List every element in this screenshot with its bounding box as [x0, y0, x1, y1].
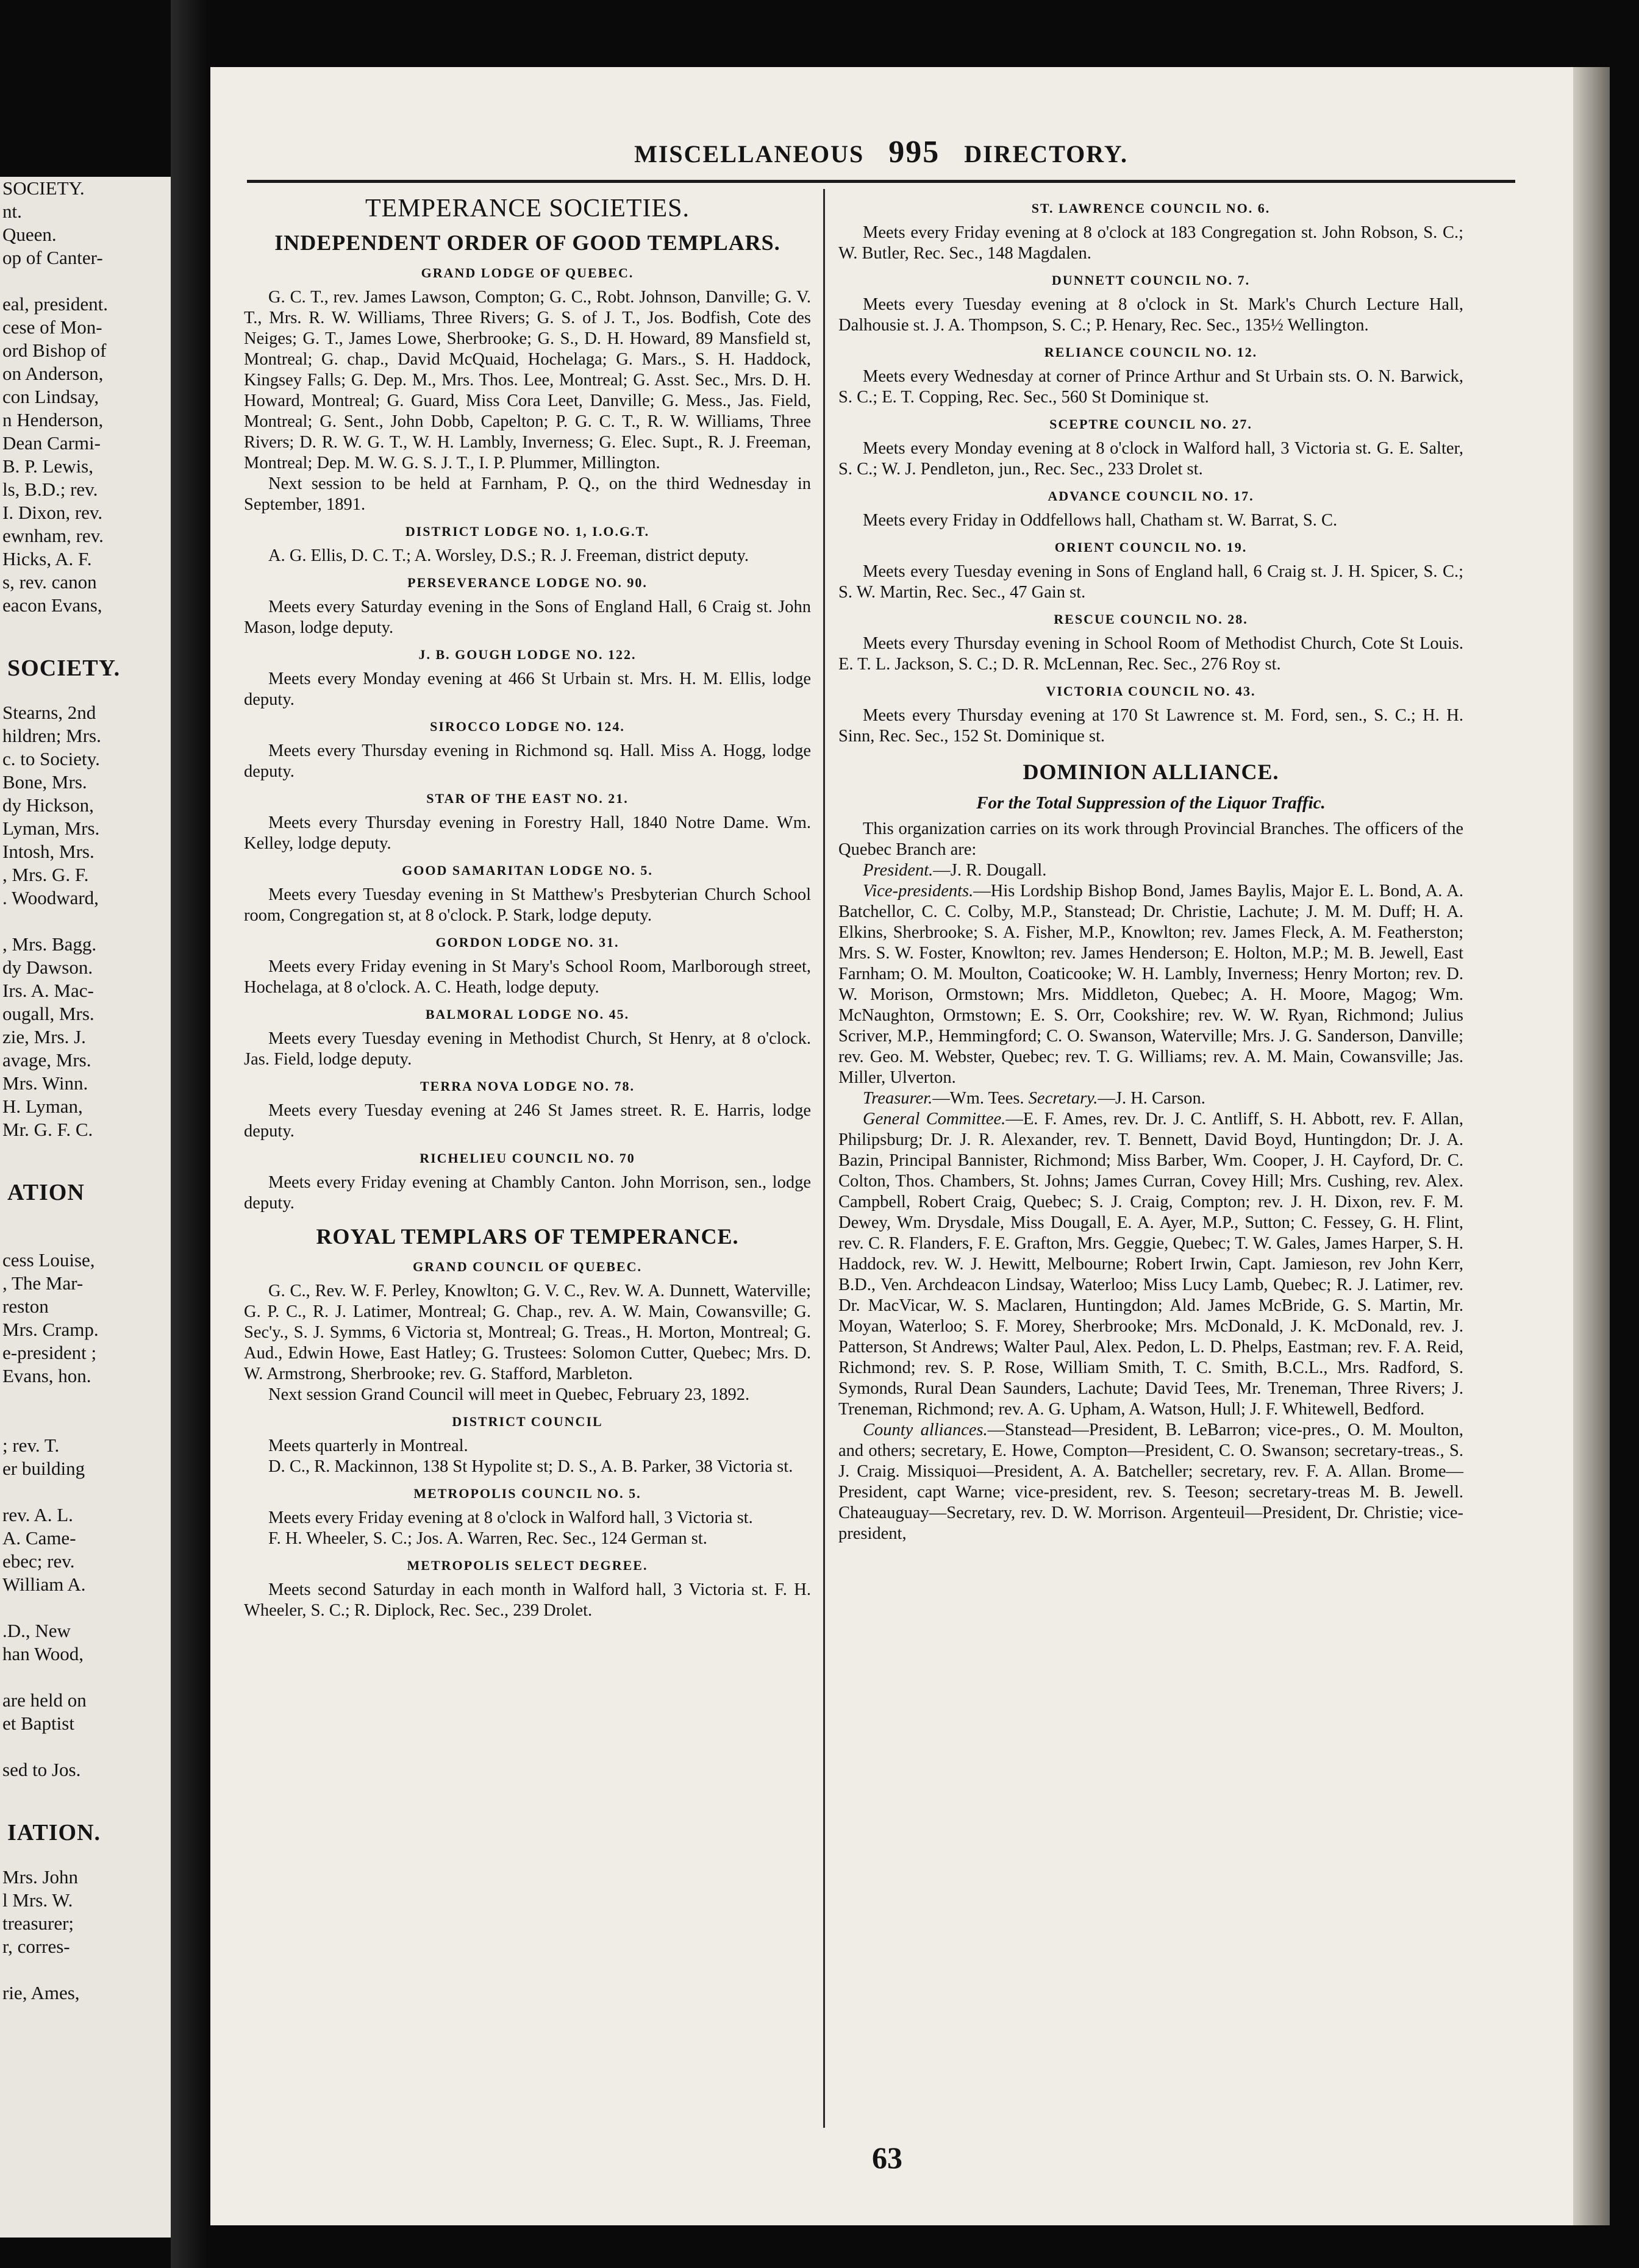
prev-page-line: cese of Mon- [2, 316, 102, 338]
lodge-entry-heading: PERSEVERANCE LODGE NO. 90. [407, 575, 648, 590]
prev-page-line: ewnham, rev. [2, 525, 104, 546]
prev-page-line [0, 1480, 171, 1503]
prev-page-line: are held on [2, 1689, 87, 1711]
council-entry-heading: ST. LAWRENCE COUNCIL NO. 6. [1031, 201, 1271, 216]
prev-page-line: Irs. A. Mac- [2, 980, 94, 1001]
president-label: President. [863, 861, 934, 880]
prev-page-line: Dean Carmi- [2, 432, 101, 454]
vp-label: Vice-presidents. [863, 882, 974, 900]
prev-page-line [0, 269, 171, 293]
prev-page-line: ougall, Mrs. [2, 1003, 95, 1024]
prev-page-line: Bone, Mrs. [2, 771, 87, 793]
lodge-entry-text: Meets every Friday evening at Chambly Canton. John Morrison, sen., lodge deputy. [244, 1173, 811, 1213]
council-entry-text: Meets every Tuesday evening in Sons of England hall, 6 Craig st. J. H. Spicer, S. C.; S. W. Martin, Rec. Sec., 47 Gain st. [838, 562, 1463, 602]
prev-page-heading-d: IATION. [7, 1820, 101, 1845]
lodge-entry-heading: GORDON LODGE NO. 31. [435, 935, 620, 950]
secretary-label: Secretary. [1028, 1089, 1098, 1108]
metropolis-council-heading: METROPOLIS COUNCIL NO. 5. [413, 1486, 641, 1501]
prev-page-line [0, 1225, 171, 1249]
page-edge-shadow [1573, 67, 1610, 2225]
metropolis-select-heading: METROPOLIS SELECT DEGREE. [407, 1558, 648, 1573]
district-council-officers: D. C., R. Mackinnon, 138 St Hypolite st; D. S., A. B. Parker, 38 Victoria st. [268, 1457, 793, 1476]
page-header [247, 134, 1515, 177]
prev-page-block-a [0, 177, 171, 617]
prev-page-line: sed to Jos. [2, 1759, 81, 1780]
prev-page-line: Lyman, Mrs. [2, 818, 100, 839]
prev-page-line [0, 1958, 171, 1981]
lodge-entry-heading: J. B. GOUGH LODGE NO. 122. [418, 647, 637, 662]
prev-page-line: nt. [2, 201, 22, 222]
prev-page-line: ls, B.D.; rev. [2, 479, 98, 500]
metropolis-select-text: Meets second Saturday in each month in Walford hall, 3 Victoria st. F. H. Wheeler, S. C.; R. Diplock, Rec. Sec., 239 Drolet. [244, 1580, 811, 1620]
lodge-entry-heading: BALMORAL LODGE NO. 45. [425, 1007, 630, 1022]
dominion-alliance-subtitle: For the Total Suppression of the Liquor Traffic. [976, 793, 1326, 813]
prev-page-line: ord Bishop of [2, 340, 107, 361]
prev-page-line: Mrs. Cramp. [2, 1319, 99, 1340]
prev-page-line: dy Hickson, [2, 794, 94, 816]
prev-page-line: Hicks, A. F. [2, 548, 92, 569]
prev-page-line: A. Came- [2, 1527, 76, 1549]
previous-page-fragment [0, 177, 171, 2238]
prev-page-block-c [0, 1225, 171, 1781]
grand-council-heading: GRAND COUNCIL OF QUEBEC. [413, 1259, 642, 1274]
prev-page-line: dy Dawson. [2, 957, 93, 978]
header-page-number: 995 [888, 135, 940, 169]
prev-page-line: Intosh, Mrs. [2, 841, 95, 862]
prev-page-line: , Mrs. G. F. [2, 864, 89, 885]
lodge-entry-heading: GOOD SAMARITAN LODGE NO. 5. [402, 863, 653, 878]
prev-page-line: s, rev. canon [2, 571, 97, 593]
council-entry-heading: SCEPTRE COUNCIL NO. 27. [1049, 416, 1252, 432]
prev-page-line: hildren; Mrs. [2, 725, 101, 746]
council-entry-text: Meets every Thursday evening in School Room of Methodist Church, Cote St Louis. E. T. L. Jackson, S. C.; D. R. McLennan, Rec. Sec., 276 Roy st. [838, 634, 1463, 674]
prev-page-line: eal, president. [2, 293, 109, 315]
council-entry-heading: RELIANCE COUNCIL NO. 12. [1044, 344, 1258, 360]
prev-page-line: han Wood, [2, 1643, 84, 1664]
prev-page-line: Evans, hon. [2, 1365, 91, 1386]
prev-page-line: .D., New [2, 1620, 71, 1641]
prev-page-line: cess Louise, [2, 1249, 95, 1271]
prev-page-line: n Henderson, [2, 409, 104, 430]
district-council-heading: DISTRICT COUNCIL [452, 1414, 603, 1429]
treasurer-label: Treasurer. [863, 1089, 933, 1108]
county-label: County alliances. [863, 1421, 988, 1439]
lodge-entry-text: Meets every Tuesday evening in Methodist Church, St Henry, at 8 o'clock. Jas. Field, lodge deputy. [244, 1029, 811, 1069]
right-column [838, 192, 1463, 1544]
council-entry-heading: VICTORIA COUNCIL NO. 43. [1046, 683, 1256, 699]
prev-page-heading-b: SOCIETY. [7, 655, 121, 681]
county-text: —Stanstead—President, B. LeBarron; vice-pres., O. M. Moulton, and others; secretary, E. Howe, Compton—President, C. O. Swanson; secretary-treas., S. J. Craig. Missiquoi—President, A. A. Batcheller; secretary, rev. F. A. Allan. Brome—President, capt Warne; vice-president, rev. S. Teeson; secretary-treas M. B. Jewell. Chateauguay—Secretary, rev. D. W. Morrison. Argenteuil—President, Dr. Christie; vice-president, [838, 1421, 1463, 1543]
grand-council-next-session: Next session Grand Council will meet in Quebec, February 23, 1892. [268, 1385, 750, 1404]
section-title-temperance: TEMPERANCE SOCIETIES. [365, 194, 690, 223]
council-list [838, 198, 1463, 747]
prev-page-line: Queen. [2, 224, 57, 245]
grand-lodge-heading: GRAND LODGE OF QUEBEC. [421, 265, 634, 280]
lodge-entry-text: Meets every Thursday evening in Richmond sq. Hall. Miss A. Hogg, lodge deputy. [244, 741, 811, 781]
lodge-entry-heading: TERRA NOVA LODGE NO. 78. [420, 1079, 635, 1094]
council-entry-text: Meets every Monday evening at 8 o'clock in Walford hall, 3 Victoria st. G. E. Salter, S. C.; W. J. Pendleton, jun., Rec. Sec., 233 Drolet st. [838, 439, 1463, 479]
header-rule [247, 180, 1515, 183]
prev-page-line: Mr. G. F. C. [2, 1119, 93, 1140]
left-column [244, 192, 811, 1621]
alliance-vice-presidents [838, 881, 1463, 1088]
column-divider [823, 189, 825, 2128]
prev-page-line: , The Mar- [2, 1272, 84, 1294]
vp-text: —His Lordship Bishop Bond, James Baylis, Major E. L. Bond, A. A. Batchellor, C. C. Colby, M.P., Stanstead; Dr. Christie, Lachute; J. M. M. Duff; H. A. Elkins, Sherbrooke; S. A. Fisher, M.P., Knowlton; rev. James Fleck, A. M. Featherston; Mrs. S. W. Foster, Knowlton; rev. James Henderson; E. Holton, M.P.; M. B. Jewell, East Farnham; O. M. Moulton, Coaticooke; W. H. Lambly, Inverness; Henry Morton; rev. D. W. Morison, Ormstown; Mrs. Middleton, Quebec; A. H. Moore, Magog; Wm. McNaughton, Ormstown; E. S. Orr, Cookshire; rev. W. W. Ryan, Richmond; Julius Scriver, M.P., Hemmingford; C. O. Swanson, Waterville; Mrs. J. G. Sanderson, Danville; rev. Geo. M. Webster, Quebec; rev. T. G. Williams; rev. A. M. Main, Cowansville; Jas. Miller, Ulverton. [838, 882, 1463, 1087]
dominion-alliance-title: DOMINION ALLIANCE. [1023, 760, 1279, 784]
prev-page-line: treasurer; [2, 1913, 74, 1934]
council-entry-text: Meets every Friday in Oddfellows hall, Chatham st. W. Barrat, S. C. [863, 511, 1338, 530]
grand-lodge-officers: G. C. T., rev. James Lawson, Compton; G. C., Robt. Johnson, Danville; G. V. T., Mrs. R. W. Williams, Three Rivers; G. S. of J. T., Jos. Bodfish, Cote des Neiges; G. T., James Lowe, Sherbrooke; G. S., D. H. Howard, 89 Mansfield st, Montreal; G. chap., David McQuaid, Hochelaga; G. Mars., S. H. Haddock, Kingsey Falls; G. Dep. M., Mrs. Thos. Lee, Montreal; G. Asst. Sec., Mrs. D. H. Howard, Montreal; G. Guard, Miss Cora Leet, Danville; G. Mess., Jas. Field, Montreal; G. Sent., John Dobb, Capelton; P. G. C. T., R. W. Williams, Three Rivers; D. R. W. G. T., W. H. Lambly, Inverness; G. Elec. Supt., R. J. Freeman, Montreal; Dep. M. W. G. S. J. T., I. P. Plummer, Millington. [244, 288, 811, 472]
prev-page-line: rie, Ames, [2, 1982, 80, 2003]
grand-council-officers: G. C., Rev. W. F. Perley, Knowlton; G. V. C., Rev. W. A. Dunnett, Waterville; G. P. C., R. J. Latimer, Montreal; G. Chap., rev. A. W. Main, Cowansville; G. Sec'y., S. J. Symms, 6 Victoria st, Montreal; G. Treas., H. Morton, Montreal; G. Aud., Edwin Howe, East Hatley; G. Trustees: Solomon Cutter, Quebec; Mrs. D. W. Armstrong, Sherbrooke; rev. G. Stafford, Marbleton. [244, 1282, 811, 1383]
metropolis-council-meets: Meets every Friday evening at 8 o'clock in Walford hall, 3 Victoria st. [268, 1508, 753, 1527]
council-entry-heading: DUNNETT COUNCIL NO. 7. [1051, 273, 1251, 288]
prev-page-line: William A. [2, 1574, 86, 1595]
prev-page-line: r, corres- [2, 1936, 70, 1957]
header-left: MISCELLANEOUS [634, 140, 865, 168]
prev-page-block-b [0, 701, 171, 1141]
prev-page-line: B. P. Lewis, [2, 455, 93, 477]
lodge-list [244, 521, 811, 1214]
committee-label: General Committee. [863, 1110, 1006, 1129]
lodge-entry-text: Meets every Tuesday evening in St Matthew's Presbyterian Church School room, Congregation st, at 8 o'clock. P. Stark, lodge deputy. [244, 885, 811, 925]
prev-page-line [0, 1388, 171, 1411]
lodge-entry-heading: STAR OF THE EAST NO. 21. [426, 791, 629, 806]
lodge-entry-text: Meets every Saturday evening in the Sons of England Hall, 6 Craig st. John Mason, lodge deputy. [244, 597, 811, 637]
lodge-entry-heading: DISTRICT LODGE NO. 1, I.O.G.T. [405, 524, 650, 539]
lodge-entry-text: Meets every Thursday evening in Forestry Hall, 1840 Notre Dame. Wm. Kelley, lodge deputy. [244, 813, 811, 853]
prev-page-line: , Mrs. Bagg. [2, 933, 97, 955]
council-entry-text: Meets every Thursday evening at 170 St Lawrence st. M. Ford, sen., S. C.; H. H. Sinn, Rec. Sec., 152 St. Dominique st. [838, 706, 1463, 746]
prev-page-line: I. Dixon, rev. [2, 502, 103, 523]
prev-page-line: H. Lyman, [2, 1096, 83, 1117]
prev-page-block-d [0, 1866, 171, 2005]
council-entry-text: Meets every Friday evening at 8 o'clock at 183 Congregation st. John Robson, S. C.; W. Butler, Rec. Sec., 148 Magdalen. [838, 223, 1463, 263]
prev-page-line [0, 910, 171, 933]
prev-page-line: er building [2, 1458, 85, 1479]
prev-page-line: l Mrs. W. [2, 1889, 73, 1911]
prev-page-line: SOCIETY. [2, 177, 85, 199]
prev-page-line: zie, Mrs. J. [2, 1026, 86, 1047]
president-text: —J. R. Dougall. [933, 861, 1047, 880]
prev-page-line: c. to Society. [2, 748, 100, 769]
prev-page-line: ; rev. T. [2, 1435, 60, 1456]
footer-page-number: 63 [872, 2141, 902, 2175]
prev-page-line: ebec; rev. [2, 1550, 75, 1572]
lodge-entry-text: Meets every Friday evening in St Mary's School Room, Marlborough street, Hochelaga, at 8 o'clock. A. C. Heath, lodge deputy. [244, 957, 811, 997]
lodge-entry-text: Meets every Monday evening at 466 St Urbain st. Mrs. H. M. Ellis, lodge deputy. [244, 669, 811, 709]
grand-lodge-next-session: Next session to be held at Farnham, P. Q., on the third Wednesday in September, 1891. [244, 474, 811, 514]
alliance-county-alliances [838, 1420, 1463, 1544]
lodge-entry-text: Meets every Tuesday evening at 246 St James street. R. E. Harris, lodge deputy. [244, 1101, 811, 1141]
council-entry-heading: ADVANCE COUNCIL NO. 17. [1048, 488, 1254, 504]
alliance-intro: This organization carries on its work through Provincial Branches. The officers of the Quebec Branch are: [838, 819, 1463, 859]
secretary-text: —J. H. Carson. [1098, 1089, 1205, 1108]
prev-page-line: Mrs. Winn. [2, 1072, 88, 1094]
prev-page-line [0, 1411, 171, 1434]
committee-text: —E. F. Ames, rev. Dr. J. C. Antliff, S. H. Abbott, rev. F. Allan, Philipsburg; Dr. J. R. Alexander, rev. T. Bennett, David Boyd, Huntingdon; Dr. J. A. Bazin, Principal Bannister, Richmond; Miss Barber, Wm. Cooper, J. H. Cayford, Dr. C. Colton, Thos. Chambers, St. Johns; James Curran, Covey Hill; Mrs. Cushing, rev. Alex. Campbell, Robert Craig, Quebec; S. J. Craig, Compton; rev. J. H. Dixon, rev. F. M. Dewey, Wm. Drysdale, Miss Dougall, E. A. Ayer, M.P., Sutton; C. Fessey, G. H. Flint, rev. C. R. Flanders, F. E. Grafton, Mrs. Geggie, Quebec; T. W. Gales, James Harper, S. H. Haddock, rev. W. J. Hewitt, Melbourne; Robert Irwin, Capt. Jamieson, rev John Kerr, B.D., Ven. Archdeacon Lindsay, Waterloo; Miss Lucy Lamb, Quebec; R. J. Latimer, rev. Dr. MacVicar, W. S. Maclaren, Huntingdon; Ald. James McBride, G. S. Martin, Mr. Moyan, Waterloo; S. F. Morey, Sherbrooke; Mrs. McDonald, J. K. McDonald, rev. J. Patterson, St Andrews; Walter Paul, Alex. Pedon, L. D. Phelps, Eastman; rev. F. A. Reid, Richmond; rev. S. P. Rose, William Smith, T. C. Smith, B.C.L., Mrs. Radford, S. Symonds, Rural Dean Saunders, Lachute; David Tees, Mr. Treneman, Three Rivers; J. Treneman, Richmond; rev. A. G. Upham, A. Watson, Hull; J. F. Whitewell, Bedford. [838, 1110, 1463, 1419]
alliance-general-committee [838, 1109, 1463, 1420]
prev-page-line: con Lindsay, [2, 386, 99, 407]
prev-page-line [0, 1666, 171, 1689]
prev-page-line: eacon Evans, [2, 594, 102, 616]
header-right: DIRECTORY. [964, 140, 1128, 168]
prev-page-line: avage, Mrs. [2, 1049, 91, 1071]
council-entry-heading: ORIENT COUNCIL NO. 19. [1054, 540, 1248, 555]
prev-page-line: reston [2, 1296, 49, 1317]
prev-page-line: Stearns, 2nd [2, 702, 96, 723]
iogt-title: INDEPENDENT ORDER OF GOOD TEMPLARS. [274, 230, 780, 255]
council-entry-text: Meets every Wednesday at corner of Prince Arthur and St Urbain sts. O. N. Barwick, S. C.; E. T. Copping, Rec. Sec., 560 St Dominique st. [838, 367, 1463, 407]
prev-page-line [0, 1596, 171, 1619]
prev-page-line: rev. A. L. [2, 1504, 73, 1525]
prev-page-heading-c: ATION [7, 1180, 85, 1205]
lodge-entry-text: A. G. Ellis, D. C. T.; A. Worsley, D.S.; R. J. Freeman, district deputy. [268, 546, 749, 565]
alliance-president [838, 860, 1463, 881]
alliance-treasurer-secretary [838, 1088, 1463, 1109]
prev-page-line: on Anderson, [2, 363, 104, 384]
prev-page-line: e-president ; [2, 1342, 97, 1363]
prev-page-line [0, 1735, 171, 1758]
lodge-entry-heading: RICHELIEU COUNCIL NO. 70 [420, 1150, 635, 1166]
lodge-entry-heading: SIROCCO LODGE NO. 124. [430, 719, 625, 734]
royal-templars-title: ROYAL TEMPLARS OF TEMPERANCE. [316, 1224, 739, 1249]
prev-page-line: . Woodward, [2, 887, 99, 908]
district-council-meets: Meets quarterly in Montreal. [268, 1436, 468, 1455]
directory-page [210, 67, 1573, 2225]
prev-page-line: Mrs. John [2, 1866, 79, 1888]
treasurer-text: —Wm. Tees. [932, 1089, 1029, 1108]
council-entry-text: Meets every Tuesday evening at 8 o'clock in St. Mark's Church Lecture Hall, Dalhousie st. J. A. Thompson, S. C.; P. Henary, Rec. Sec., 135½ Wellington. [838, 295, 1463, 335]
prev-page-line: op of Canter- [2, 247, 103, 268]
council-entry-heading: RESCUE COUNCIL NO. 28. [1054, 612, 1248, 627]
prev-page-line: et Baptist [2, 1713, 74, 1734]
metropolis-council-officers: F. H. Wheeler, S. C.; Jos. A. Warren, Rec. Sec., 124 German st. [268, 1529, 707, 1548]
book-gutter [171, 0, 207, 2268]
